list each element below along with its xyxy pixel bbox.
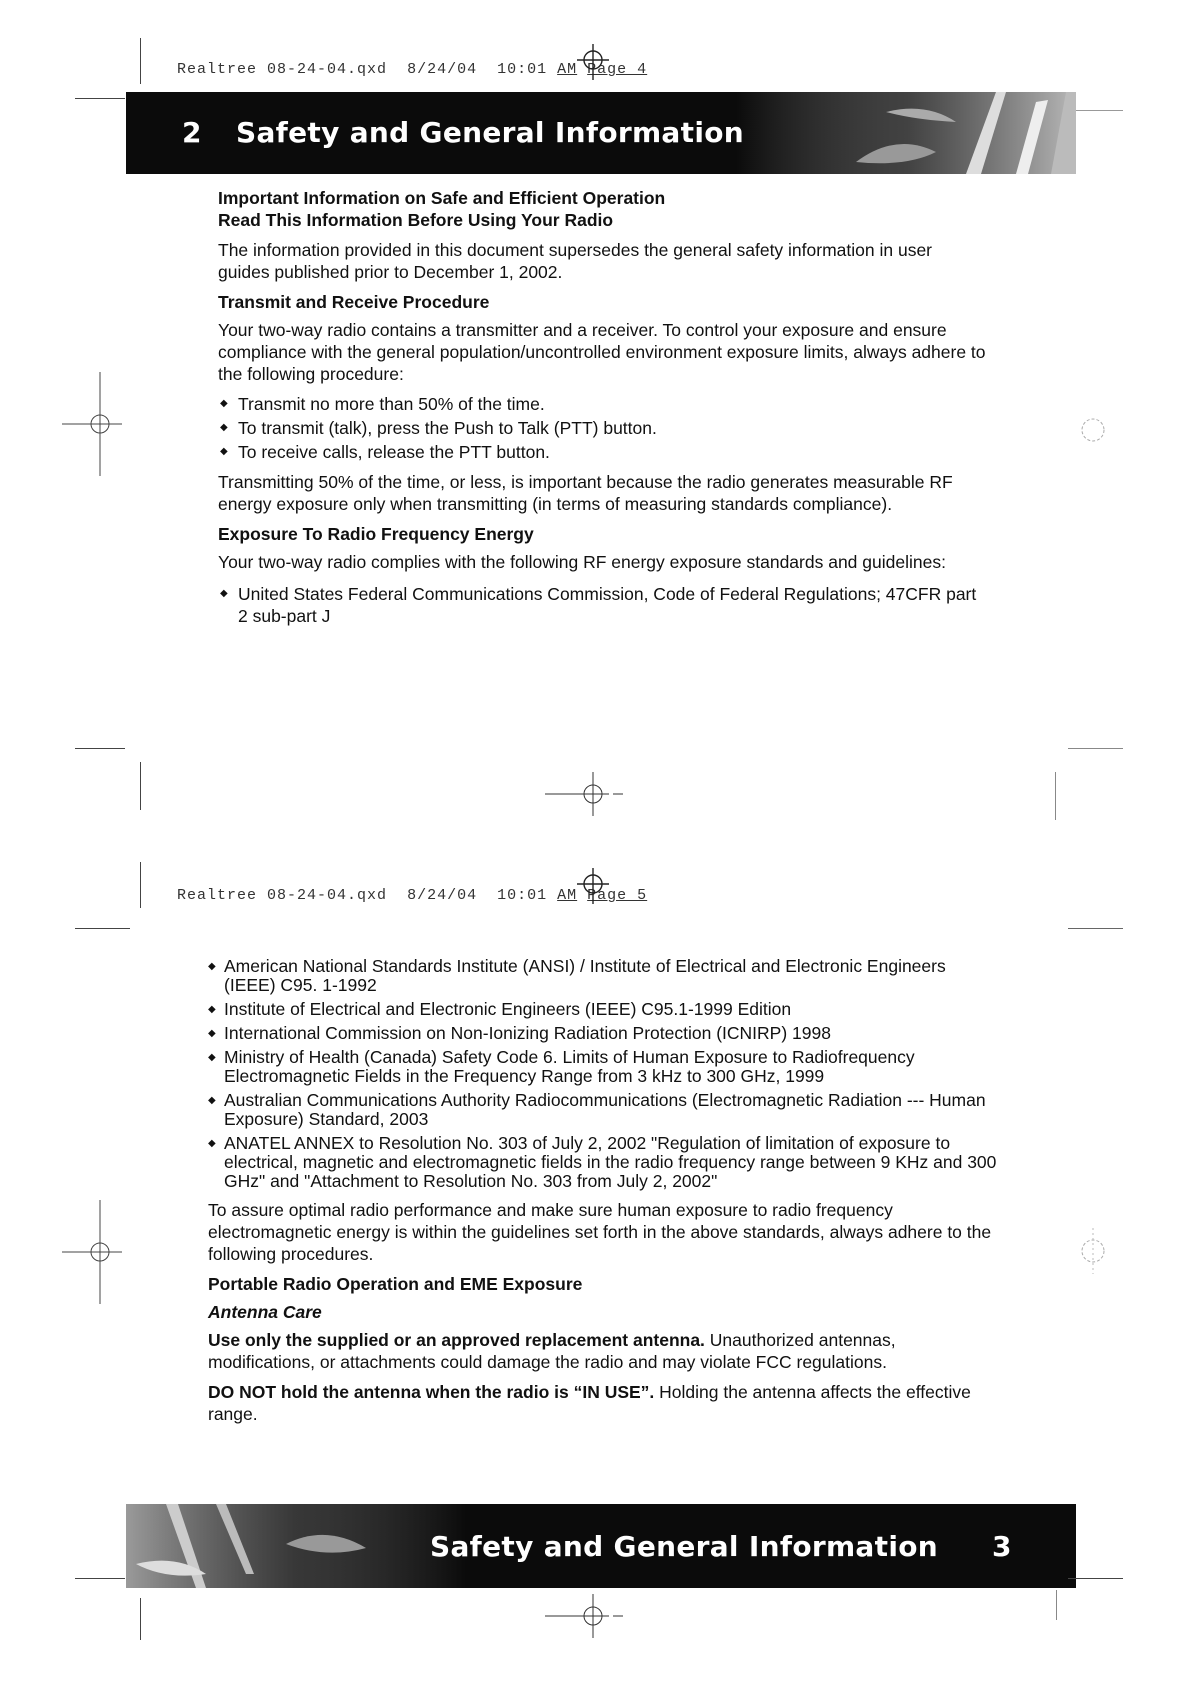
slug-date: 8/24/04 [407,61,478,78]
transmit-bullet-list [218,393,988,463]
antenna-warning-text: Unauthorized antennas, modifications, or attachments could damage the radio and may violate FCC regulations. [208,1330,896,1372]
registration-mark-icon [545,770,625,818]
slug-ampm: AM [557,887,578,904]
crop-mark-bottom-left-vertical [140,862,141,908]
heading-exposure-rf: Exposure To Radio Frequency Energy [218,524,534,544]
crop-mark-footer-left-horizontal [75,1578,125,1579]
page-number: 3 [992,1530,1012,1563]
chapter-title: Safety and General Information [236,116,744,149]
crop-mark-bottom-right-horizontal [1068,928,1123,929]
antenna-warning-bold: Use only the supplied or an approved replacement antenna. [208,1330,705,1350]
list-item: ◆ Ministry of Health (Canada) Safety Code 6. Limits of Human Exposure to Radiofrequency Electromagnetic Fields in the Frequency Range from 3 kHz to 300 GHz, 1999 [208,1048,998,1086]
chapter-title: Safety and General Information [430,1530,938,1563]
intro-paragraph: The information provided in this document supersedes the general safety information in user guides published prior to December 1, 2002. [218,240,933,282]
slug-file: Realtree 08-24-04.qxd [177,887,388,904]
foliage-texture-icon [126,1504,466,1588]
slug-file: Realtree 08-24-04.qxd [177,61,388,78]
slug-page: Page 5 [587,887,648,904]
chapter-number: 2 [182,116,202,149]
list-item: ◆ American National Standards Institute (ANSI) / Institute of Electrical and Electronic Engineers (IEEE) C95. 1-1992 [208,957,998,995]
crop-mark-top-left-vertical [140,38,141,84]
slug-time: 10:01 [497,61,548,78]
list-item: ◆ Transmit no more than 50% of the time. [218,393,988,415]
crop-mark-mid-right-horizontal [1068,748,1123,749]
slug-date: 8/24/04 [407,887,478,904]
exposure-paragraph: Your two-way radio complies with the following RF energy exposure standards and guidelines: [218,552,946,572]
heading-portable-radio: Portable Radio Operation and EME Exposure [208,1274,583,1294]
crop-mark-footer-right-vertical [1056,1590,1057,1620]
registration-mark-icon [62,372,122,476]
crop-mark-mid-left-horizontal [75,748,125,749]
top-page-body [218,187,988,635]
heading-antenna-care: Antenna Care [208,1302,322,1322]
slug-ampm: AM [557,61,578,78]
registration-mark-icon [545,1592,625,1640]
crop-mark-footer-right-horizontal [1068,1578,1123,1579]
registration-mark-icon [62,1200,122,1304]
list-item: ◆ To receive calls, release the PTT button. [218,441,988,463]
foliage-texture-icon [736,92,1076,174]
slug-line-top [157,44,647,78]
crop-mark-footer-left-vertical [140,1598,141,1640]
crop-mark-mid-left-vertical [140,762,141,810]
chapter-banner-top [126,92,1076,174]
slug-line-bottom [157,870,647,904]
hold-paragraph [208,1381,998,1425]
list-item: ◆ To transmit (talk), press the Push to Talk (PTT) button. [218,417,988,439]
crop-mark-bottom-left-horizontal [75,928,130,929]
list-item: ◆ Institute of Electrical and Electronic Engineers (IEEE) C95.1-1999 Edition [208,1000,998,1019]
exposure-bullet-list [218,583,988,627]
antenna-paragraph [208,1329,998,1373]
hold-warning-text: Holding the antenna affects the effective range. [208,1382,971,1424]
list-item: ◆ International Commission on Non-Ionizing Radiation Protection (ICNIRP) 1998 [208,1024,998,1043]
slug-page: Page 4 [587,61,648,78]
crop-mark-mid-right-vertical [1055,772,1056,820]
crop-mark-top-left-horizontal [75,98,125,99]
registration-mark-icon [1078,410,1108,450]
registration-mark-icon [575,42,611,82]
slug-time: 10:01 [497,887,548,904]
list-item: ◆ Australian Communications Authority Radiocommunications (Electromagnetic Radiation --- Human Exposure) Standard, 2003 [208,1091,998,1129]
hold-warning-bold: DO NOT hold the antenna when the radio is “IN USE”. [208,1382,655,1402]
transmit-note-paragraph: Transmitting 50% of the time, or less, is important because the radio generates measurable RF energy exposure only when transmitting (in terms of measuring standards compliance). [218,472,953,514]
bottom-page-body [208,957,998,1433]
crop-mark-top-right-horizontal [1068,110,1123,111]
list-item: ◆ United States Federal Communications Commission, Code of Federal Regulations; 47CFR part 2 sub-part J [218,583,988,627]
heading-read-info: Read This Information Before Using Your Radio [218,210,614,230]
assure-paragraph: To assure optimal radio performance and make sure human exposure to radio frequency electromagnetic energy is within the guidelines set forth in the above standards, always adhere to the following procedures. [208,1200,992,1264]
registration-mark-icon [1078,1228,1108,1274]
heading-transmit-receive: Transmit and Receive Procedure [218,292,490,312]
chapter-banner-bottom [126,1504,1076,1588]
registration-mark-icon [575,866,611,906]
transmit-paragraph: Your two-way radio contains a transmitter and a receiver. To control your exposure and ensure compliance with the general population/uncontrolled environment exposure limits, always adhere to the following procedure: [218,320,986,384]
standards-bullet-list [208,957,998,1191]
list-item: ◆ ANATEL ANNEX to Resolution No. 303 of July 2, 2002 "Regulation of limitation of exposure to electrical, magnetic and electromagnetic fields in the radio frequency range between 9 KHz and 300 GHz" and "Attachment to Resolution No. 303 from July 2, 2002" [208,1134,998,1191]
heading-important-info: Important Information on Safe and Efficient Operation [218,188,666,208]
